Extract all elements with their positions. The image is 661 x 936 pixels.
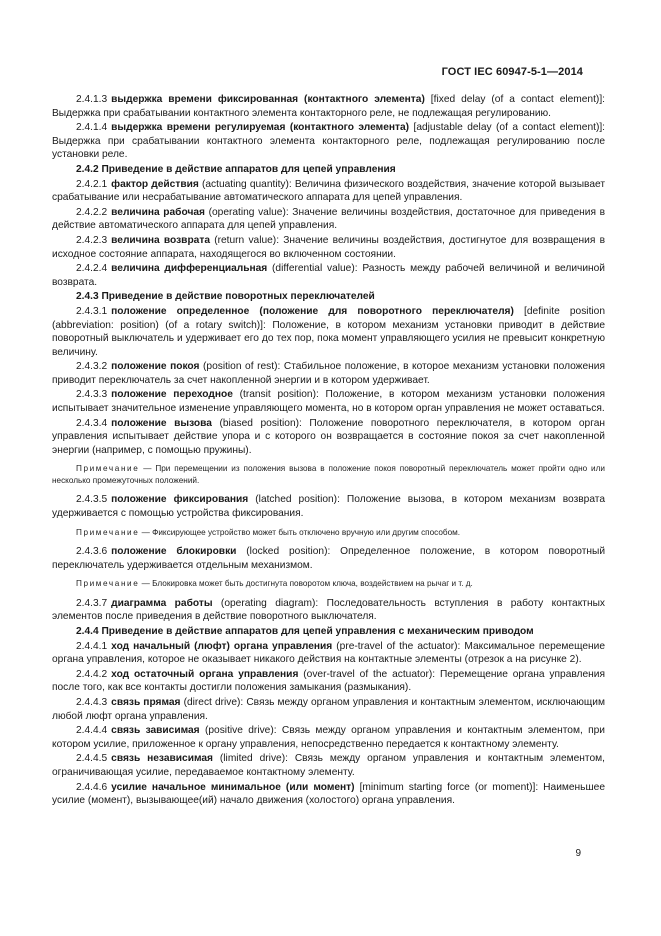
- clause-number: 2.4.3.3: [76, 389, 108, 401]
- clause: [52, 417, 605, 458]
- clause: [52, 493, 605, 520]
- clause: [52, 597, 605, 624]
- clause-text: [fixed delay (of a contact element)]: Выдержка при срабатывании контактного элемента контакторного реле, не подлежащая регулированию.: [52, 94, 605, 119]
- clause-number: 2.4.4.4: [76, 725, 108, 737]
- clause-term: связь зависимая: [111, 725, 200, 737]
- document-body: [52, 93, 605, 809]
- clause-term: положение определенное (положение для поворотного переключателя): [111, 305, 514, 317]
- clause: [52, 388, 605, 415]
- clause-term: положение вызова: [111, 417, 212, 429]
- clause-text: (biased position): Положение поворотного переключателя, в котором орган управления испытывает действие упора и с которого он возвращается в состояние покоя за счет накопленной энергии (например, с помощью пружины).: [52, 417, 605, 456]
- clause-number: 2.4.3.4: [76, 417, 108, 429]
- clause-term: связь прямая: [111, 696, 181, 708]
- clause-number: 2.4.4.1: [76, 640, 108, 652]
- clause-text: (locked position): Определенное положение, в котором поворотный переключатель удерживается отдельным механизмом.: [52, 546, 606, 571]
- clause-term: связь независимая: [111, 753, 213, 765]
- clause-text: (latched position): Положение вызова, в котором механизм возврата удерживается с помощью устройства фиксирования.: [52, 494, 605, 520]
- note: [52, 527, 605, 539]
- clause-term: выдержка времени фиксированная (контактного элемента): [111, 94, 425, 105]
- clause-term: выдержка времени регулируемая (контактного элемента): [111, 122, 410, 134]
- clause: [52, 93, 605, 120]
- clause-number: 2.4.4.6: [76, 781, 108, 793]
- clause-number: 2.4.2.3: [76, 234, 108, 246]
- clause-number: 2.4.2.1: [76, 178, 108, 190]
- clause-term: ход остаточный органа управления: [111, 668, 299, 680]
- clause-term: фактор действия: [111, 178, 199, 190]
- note-label: Примечание: [76, 464, 140, 474]
- clause-text: [adjustable delay (of a contact element)]: Выдержка при срабатывании контактного элемента контакторного реле, подлежащая регулированию после установки реле.: [52, 122, 605, 161]
- document-header: ГОСТ IEC 60947-5-1—2014: [441, 66, 583, 78]
- clause: [52, 724, 605, 751]
- section-heading: 2.4.2 Приведение в действие аппаратов для цепей управления: [76, 163, 396, 175]
- clause-term: положение блокировки: [111, 546, 237, 558]
- clause-number: 2.4.3.2: [76, 361, 108, 373]
- clause-text: (transit position): Положение, в котором механизм установки положения испытывает значительное изменение управляющего момента, но в котором орган управления не может оставаться.: [52, 389, 606, 415]
- clause: [52, 545, 605, 572]
- clause-text: (limited drive): Связь между органом управления и контактным элементом, ограничивающая усилие, передаваемое контактному элементу.: [52, 753, 605, 778]
- clause-text: (pre-travel of the actuator): Максимальное перемещение органа управления, которое не оказывает никакого действия на контактные элементы (отрезок a на рисунке 2).: [52, 640, 605, 666]
- clause-number: 2.4.1.3: [76, 94, 108, 105]
- clause-number: 2.4.2.4: [76, 263, 108, 275]
- clause-term: величина дифференциальная: [111, 263, 268, 275]
- clause: [52, 640, 605, 667]
- clause: [52, 206, 605, 233]
- clause-text: (direct drive): Связь между органом управления и контактным элементом, исключающим любой люфт органа управления.: [52, 696, 606, 722]
- clause-number: 2.4.3.7: [76, 597, 108, 609]
- clause-text: (actuating quantity): Величина физического воздействия, значение которой вызывает срабатывание или несрабатывание автоматического аппарата для цепей управления.: [52, 178, 605, 204]
- clause-term: величина рабочая: [111, 206, 205, 218]
- clause-term: положение покоя: [111, 361, 200, 373]
- clause-term: диаграмма работы: [111, 597, 213, 609]
- clause-number: 2.4.3.6: [76, 546, 108, 558]
- clause: [52, 668, 605, 695]
- clause-term: величина возврата: [111, 234, 210, 246]
- clause-text: (positive drive): Связь между органом управления и контактным элементом, при котором усилие, приложенное к органу управления, непосредственно передается к контактному элементу.: [52, 725, 605, 750]
- clause-number: 2.4.4.2: [76, 668, 108, 680]
- clause-term: ход начальный (люфт) органа управления: [111, 640, 333, 652]
- section-heading: 2.4.4 Приведение в действие аппаратов для цепей управления с механическим приводом: [76, 626, 534, 637]
- clause: [52, 696, 605, 723]
- clause: [52, 781, 605, 808]
- clause-number: 2.4.4.5: [76, 753, 108, 765]
- clause: [52, 305, 605, 359]
- clause-number: 2.4.3.5: [76, 494, 108, 506]
- clause: [52, 360, 605, 387]
- clause: [52, 178, 605, 205]
- clause: [52, 752, 605, 779]
- clause-text: [minimum starting force (or moment)]: Наименьшее усилие (момент), вызывающее(ий) начало движения (холостого) органа управления.: [52, 781, 605, 807]
- clause: [52, 234, 605, 261]
- clause-number: 2.4.4.3: [76, 696, 108, 708]
- page-number: 9: [575, 848, 581, 859]
- clause-text: (position of rest): Стабильное положение, в которое механизм установки положения приводит переключатель за счет накопленной энергии и в котором удерживает.: [52, 361, 606, 386]
- clause-number: 2.4.1.4: [76, 122, 108, 134]
- clause-text: (differential value): Разность между рабочей величиной и величиной возврата.: [52, 263, 605, 288]
- note-text: — Блокировка может быть достигнута поворотом ключа, воздействием на рычаг и т. д.: [139, 579, 473, 589]
- note-label: Примечание: [76, 579, 140, 589]
- clause-number: 2.4.2.2: [76, 206, 108, 218]
- clause-text: (operating diagram): Последовательность вступления в работу контактных элементов после приведения в действие поворотного выключателя.: [52, 597, 605, 623]
- note: [52, 463, 605, 486]
- clause-text: (over-travel of the actuator): Перемещение органа управления после того, как все контакты достигли положения замыкания (размыкания).: [52, 668, 605, 694]
- clause-term: положение переходное: [111, 389, 233, 401]
- clause: [52, 262, 605, 289]
- clause-term: положение фиксирования: [111, 494, 249, 506]
- clause-text: (operating value): Значение величины воздействия, достаточное для приведения в действие автоматического аппарата для цепей управления.: [52, 206, 606, 232]
- note-text: — Фиксирующее устройство может быть отключено вручную или другим способом.: [139, 527, 461, 537]
- clause-term: усилие начальное минимальное (или момент): [111, 781, 355, 793]
- section-heading: 2.4.3 Приведение в действие поворотных переключателей: [76, 291, 375, 303]
- clause-number: 2.4.3.1: [76, 305, 108, 317]
- clause-text: [definite position (abbreviation: position) (of a rotary switch)]: Положение, в котором механизм установки приводит в действие поворотный выключатель и удерживает его до тех пор, пока момент управляющего усилия не превысит конкретную величину.: [52, 305, 605, 358]
- note-label: Примечание: [76, 527, 140, 537]
- clause-text: (return value): Значение величины воздействия, достигнутое для возвращения в исходное состояние аппарата, находящегося во включенном состоянии.: [52, 234, 605, 260]
- note: [52, 578, 605, 590]
- note-text: — При перемещении из положения вызова в положение покоя поворотный переключатель может пройти одно или несколько промежуточных положений.: [52, 464, 605, 485]
- clause: [52, 121, 605, 162]
